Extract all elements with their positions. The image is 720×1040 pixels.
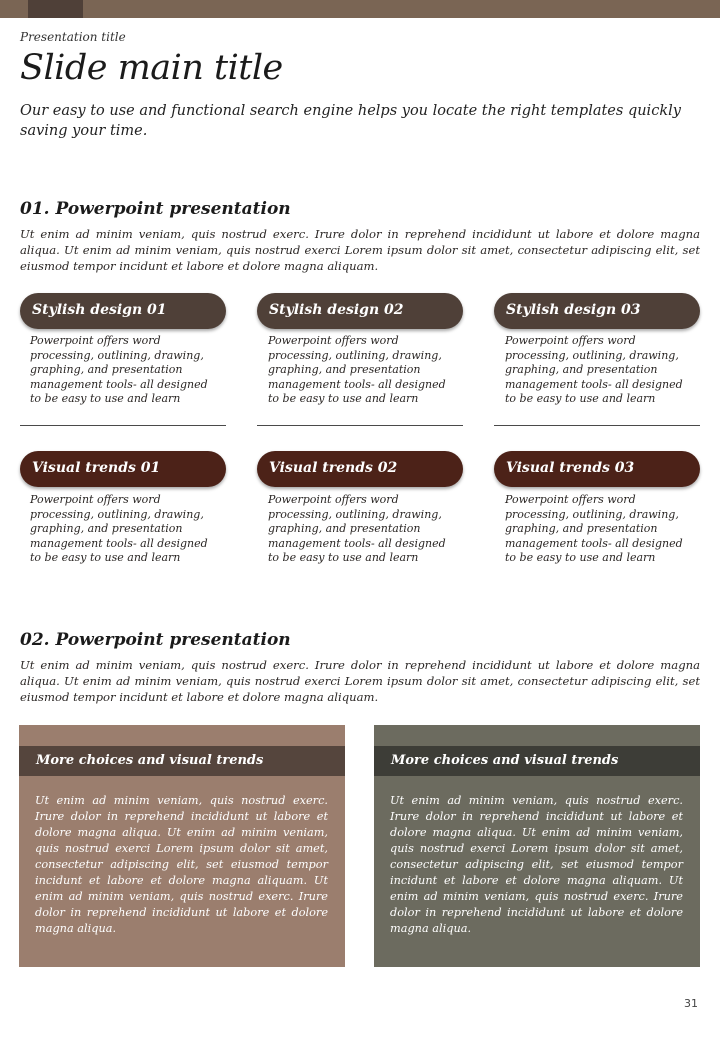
page-number: 31 (684, 997, 698, 1010)
visual-trends-03-text: Powerpoint offers word processing, outlining, drawing, graphing, and presentation management tools- all designed to be easy to use and learn (505, 493, 683, 564)
visual-trends-02-pill: Visual trends 02 (257, 451, 463, 487)
stylish-design-02-pill: Stylish design 02 (257, 293, 463, 329)
presentation-title: Presentation title (20, 30, 126, 44)
content-box-gray (374, 725, 700, 967)
stylish-design-03-text: Powerpoint offers word processing, outlining, drawing, graphing, and presentation management tools- all designed to be easy to use and learn (505, 334, 683, 405)
top-bar (0, 0, 720, 18)
content-box-title: More choices and visual trends (19, 746, 345, 776)
visual-trends-03-pill: Visual trends 03 (494, 451, 700, 487)
visual-trends-01-text: Powerpoint offers word processing, outlining, drawing, graphing, and presentation management tools- all designed to be easy to use and learn (30, 493, 208, 564)
divider-line (20, 425, 226, 426)
stylish-design-02-text: Powerpoint offers word processing, outlining, drawing, graphing, and presentation management tools- all designed to be easy to use and learn (268, 334, 446, 405)
stylish-design-01-pill: Stylish design 01 (20, 293, 226, 329)
slide-subtitle: Our easy to use and functional search engine helps you locate the right templates quickly saving your time. (20, 103, 681, 139)
content-box-text: Ut enim ad minim veniam, quis nostrud exerc. Irure dolor in reprehend incididunt ut labore et dolore magna aliqua. Ut enim ad minim veniam, quis nostrud exerci Lorem ipsum dolor sit amet, consectetur adipiscing elit, set eiusmod tempor incidunt et labore et dolore magna aliquam. Ut enim ad minim veniam, quis nostrud exerc. Irure dolor in reprehend incididunt ut labore et dolore magna aliqua. (35, 794, 328, 935)
content-box-brown (19, 725, 345, 967)
content-box-title: More choices and visual trends (374, 746, 700, 776)
section2-body: Ut enim ad minim veniam, quis nostrud exerc. Irure dolor in reprehend incididunt ut labore et dolore magna aliqua. Ut enim ad minim veniam, quis nostrud exerci Lorem ipsum dolor sit amet, consectetur adipiscing elit, set eiusmod tempor incidunt et labore et dolore magna aliquam. (20, 658, 700, 704)
top-bar-accent (28, 0, 83, 18)
section1-heading: 01. Powerpoint presentation (20, 199, 291, 219)
section2-heading: 02. Powerpoint presentation (20, 630, 291, 650)
stylish-design-03-pill: Stylish design 03 (494, 293, 700, 329)
slide-main-title: Slide main title (20, 48, 283, 88)
visual-trends-01-pill: Visual trends 01 (20, 451, 226, 487)
section1-body: Ut enim ad minim veniam, quis nostrud exerc. Irure dolor in reprehend incididunt ut labore et dolore magna aliqua. Ut enim ad minim veniam, quis nostrud exerci Lorem ipsum dolor sit amet, consectetur adipiscing elit, set eiusmod tempor incidunt et labore et dolore magna aliquam. (20, 227, 700, 273)
divider-line (494, 425, 700, 426)
visual-trends-02-text: Powerpoint offers word processing, outlining, drawing, graphing, and presentation management tools- all designed to be easy to use and learn (268, 493, 446, 564)
stylish-design-01-text: Powerpoint offers word processing, outlining, drawing, graphing, and presentation management tools- all designed to be easy to use and learn (30, 334, 208, 405)
content-box-text: Ut enim ad minim veniam, quis nostrud exerc. Irure dolor in reprehend incididunt ut labore et dolore magna aliqua. Ut enim ad minim veniam, quis nostrud exerci Lorem ipsum dolor sit amet, consectetur adipiscing elit, set eiusmod tempor incidunt et labore et dolore magna aliquam. Ut enim ad minim veniam, quis nostrud exerc. Irure dolor in reprehend incididunt ut labore et dolore magna aliqua. (390, 794, 683, 935)
divider-line (257, 425, 463, 426)
